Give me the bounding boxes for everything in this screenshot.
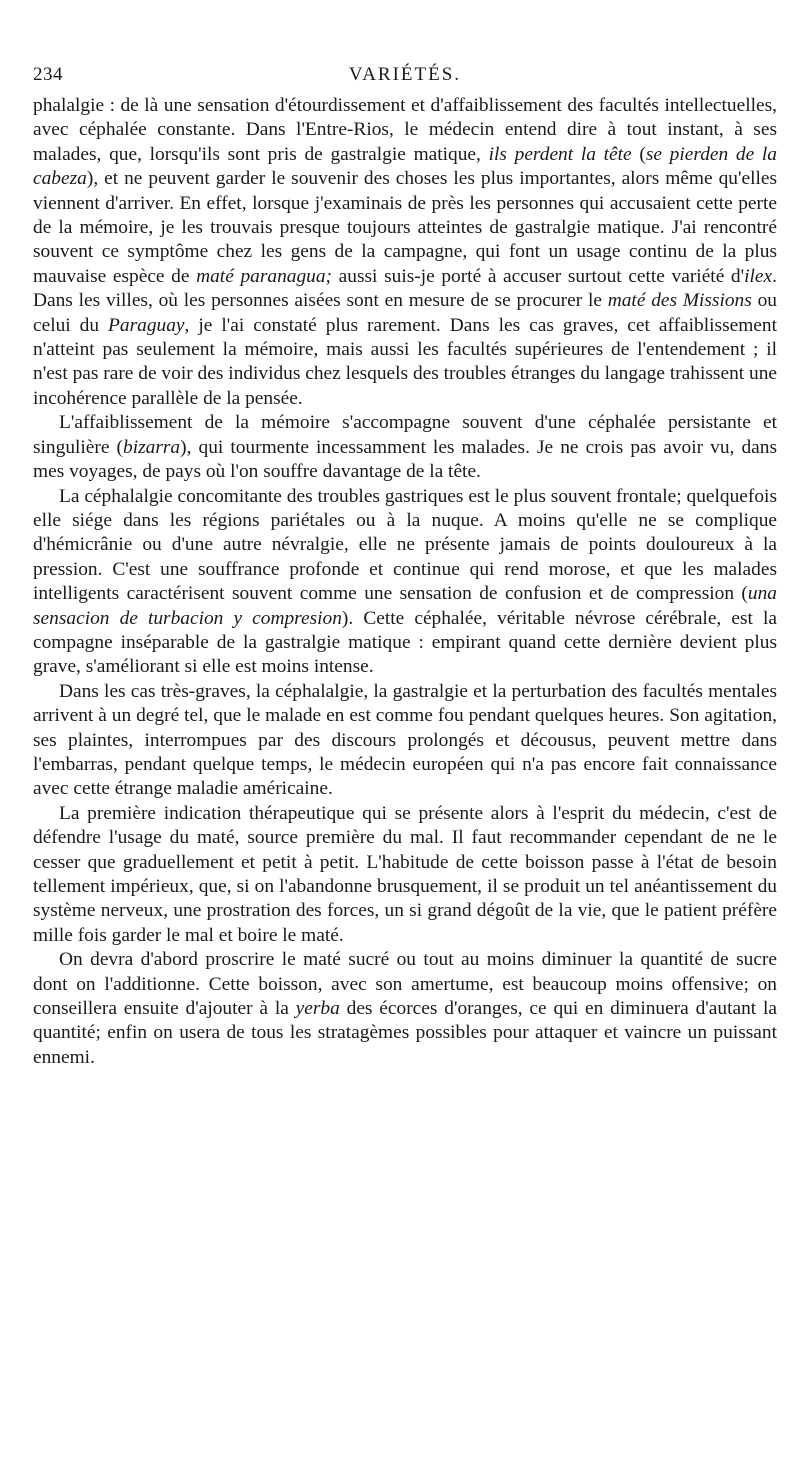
page-number: 234 [33, 64, 63, 85]
italic-term: ils perdent la tête [488, 143, 632, 165]
text-run: des écorces d'oranges, ce qui en diminuera d'autant la quantité; enfin on usera de tous les stratagèmes possibles pour attaquer et vaincre un puissant ennemi. [33, 998, 777, 1068]
paragraph-1 [33, 94, 777, 411]
text-run: . Dans les villes, où les personnes aisées sont en mesure de se procurer le [33, 265, 777, 312]
italic-term: se pierden de la cabeza [33, 143, 777, 190]
paragraph-2 [33, 411, 777, 484]
paragraph-6 [33, 948, 777, 1070]
italic-term: maté paranagua; [196, 265, 333, 287]
text-run: L'affaiblissement de la mémoire s'accompagne souvent d'une céphalée persistante et singulière ( [33, 412, 777, 458]
text-run: La céphalalgie concomitante des troubles gastriques est le plus souvent frontale; quelquefois elle siége dans les régions pariétales ou à la nuque. A moins qu'elle ne se complique d'hémicrânie ou d'une autre névralgie, elle ne présente jamais de points douloureux à la pression. C'est une souffrance profonde et continue qui rend morose, et que les malades intelligents caractérisent souvent comme une sensation de confusion et de compression ( [33, 485, 777, 605]
paragraph-4 [33, 680, 777, 802]
italic-term: una sensacion de turbacion y compresion [33, 583, 777, 629]
text-run: ( [631, 143, 646, 165]
italic-term: Paraguay [108, 314, 185, 336]
text-run: ). Cette céphalée, véritable névrose cérébrale, est la compagne inséparable de la gastralgie matique : empirant quand cette dernière devient plus grave, s'améliorant si elle est moins intense. [33, 607, 777, 678]
text-run: La première indication thérapeutique qui se présente alors à l'esprit du médecin, c'est de défendre l'usage du maté, source première du mal. Il faut recommander cependant de ne le cesser que graduellement et petit à petit. L'habitude de cette boisson passe à l'état de besoin tellement impérieux, que, si on l'abandonne brusquement, il se produit un tel anéantissement du système nerveux, une prostration des forces, un si grand dégoût de la vie, que le patient préfère mille fois garder le mal et boire le maté. [33, 802, 777, 946]
text-run: ), et ne peuvent garder le souvenir des choses les plus importantes, alors même qu'elles viennent d'arriver. En effet, lorsque j'examinais de près les personnes qui accusaient cette perte de la mémoire, je les trouvais presque toujours atteintes de gastralgie matique. J'ai rencontré souvent ce symptôme chez les gens de la campagne, qui font un usage continu de la plus mauvaise espèce de [33, 168, 777, 287]
paragraph-5 [33, 802, 777, 948]
running-head [33, 60, 777, 94]
body-text [33, 94, 777, 1070]
text-run: phalalgie : de là une sensation d'étourdissement et d'affaiblissement des facultés intellectuelles, avec céphalée constante. Dans l'Entre-Rios, le médecin entend dire à tout instant, à ses malades, que, lorsqu'ils sont pris de gastralgie matique, [33, 95, 777, 165]
italic-term: yerba [295, 998, 340, 1020]
text-run: On devra d'abord proscrire le maté sucré ou tout au moins diminuer la quantité de sucre dont on l'additionne. Cette boisson, avec son amertume, est beaucoup moins offensive; on conseillera ensuite d'ajouter à la [33, 949, 777, 1020]
italic-term: bizarra [123, 436, 181, 458]
book-page [33, 60, 777, 1070]
text-run: ), qui tourmente incessamment les malades. Je ne crois pas avoir vu, dans mes voyages, de pays où l'on souffre davantage de la tête. [33, 436, 777, 483]
italic-term: maté des Missions [607, 290, 752, 312]
italic-term: ilex [744, 265, 773, 287]
text-run: Dans les cas très-graves, la céphalalgie, la gastralgie et la perturbation des facultés mentales arrivent à un degré tel, que le malade en est comme fou pendant quelques heures. Son agitation, ses plaintes, interrompues par des discours prolongés et décousus, peuvent mettre dans l'embarras, pendant quelque temps, le médecin européen qui n'a pas encore fait connaissance avec cette étrange maladie américaine. [33, 680, 777, 800]
running-title: VARIÉTÉS. [348, 64, 462, 85]
text-run: aussi suis-je porté à accuser surtout cette variété d' [332, 265, 745, 287]
text-run: ou celui du [33, 290, 777, 336]
text-run: , je l'ai constaté plus rarement. Dans les cas graves, cet affaiblissement n'atteint pas seulement la mémoire, mais aussi les facultés supérieures de l'entendement ; il n'est pas rare de voir des individus chez lesquels des troubles étranges du langage trahissent une incohérence parallèle de la pensée. [33, 314, 777, 409]
paragraph-3 [33, 485, 777, 680]
